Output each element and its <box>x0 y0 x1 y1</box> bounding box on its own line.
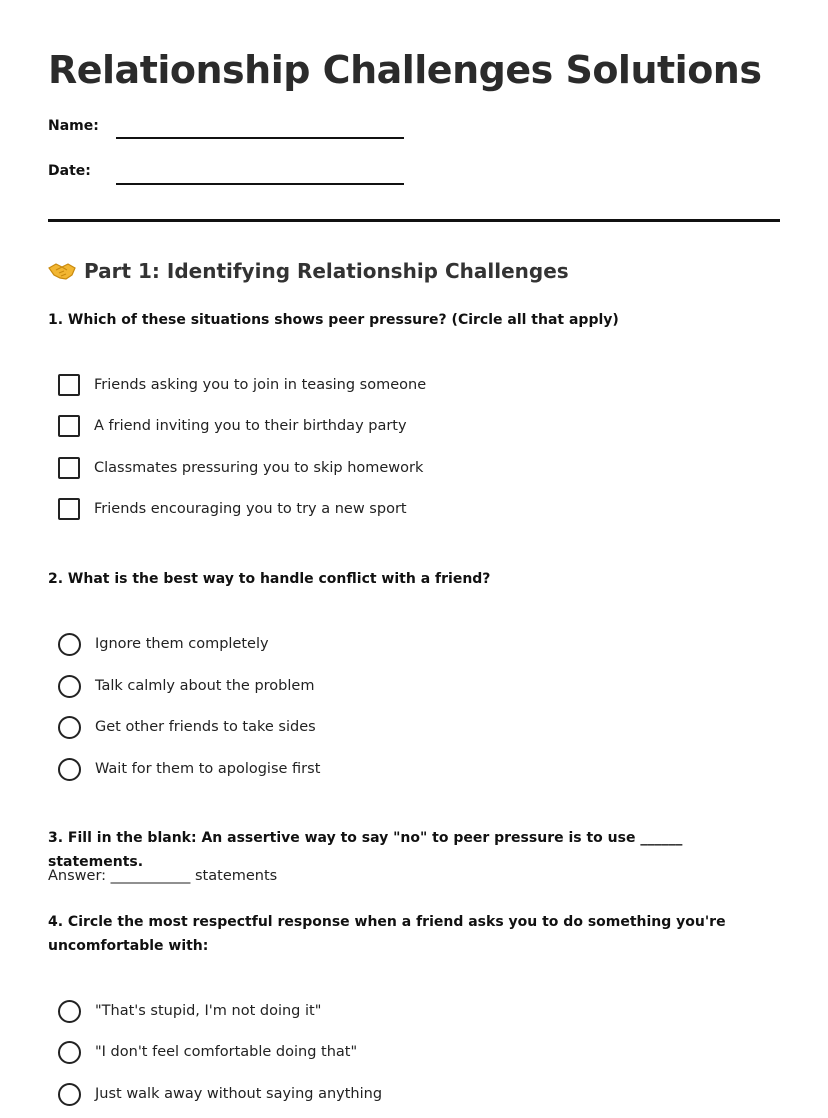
question-3: 3. Fill in the blank: An assertive way to say "no" to peer pressure is to use ______ statements. <box>48 830 683 870</box>
radio-button[interactable] <box>58 1000 81 1023</box>
radio-button[interactable] <box>58 758 81 781</box>
answer-blank[interactable]: Answer: ___________ statements <box>48 868 278 884</box>
radio-button[interactable] <box>58 1041 81 1064</box>
option-label: Friends asking you to join in teasing someone <box>94 377 427 393</box>
section-heading-text: Part 1: Identifying Relationship Challenges <box>84 259 569 283</box>
date-label: Date: <box>48 163 91 179</box>
option-label: "I don't feel comfortable doing that" <box>95 1044 358 1060</box>
q1-option-2[interactable] <box>58 414 407 438</box>
page-title: Relationship Challenges Solutions <box>48 48 762 92</box>
q4-option-1[interactable] <box>58 999 321 1023</box>
radio-button[interactable] <box>58 1083 81 1106</box>
option-label: Just walk away without saying anything <box>95 1086 383 1102</box>
option-label: Friends encouraging you to try a new sport <box>94 501 407 517</box>
radio-button[interactable] <box>58 633 81 656</box>
date-input-line[interactable] <box>116 183 404 185</box>
checkbox[interactable] <box>58 457 80 479</box>
name-field <box>48 118 408 148</box>
handshake-icon <box>48 259 76 283</box>
q4-option-3[interactable] <box>58 1082 382 1106</box>
q4-option-2[interactable] <box>58 1040 357 1064</box>
checkbox[interactable] <box>58 498 80 520</box>
option-label: Get other friends to take sides <box>95 719 316 735</box>
option-label: "That's stupid, I'm not doing it" <box>95 1003 322 1019</box>
name-label: Name: <box>48 118 99 134</box>
q1-option-1[interactable] <box>58 373 426 397</box>
checkbox[interactable] <box>58 374 80 396</box>
radio-button[interactable] <box>58 716 81 739</box>
q2-option-3[interactable] <box>58 715 316 739</box>
option-label: Talk calmly about the problem <box>95 678 315 694</box>
question-2: 2. What is the best way to handle conflict with a friend? <box>48 571 491 587</box>
q2-option-4[interactable] <box>58 757 320 781</box>
checkbox[interactable] <box>58 415 80 437</box>
option-label: A friend inviting you to their birthday party <box>94 418 407 434</box>
section-heading <box>48 259 569 283</box>
option-label: Classmates pressuring you to skip homework <box>94 460 424 476</box>
option-label: Wait for them to apologise first <box>95 761 321 777</box>
section-divider <box>48 219 780 222</box>
q1-option-3[interactable] <box>58 456 423 480</box>
q1-option-4[interactable] <box>58 497 407 521</box>
question-4: 4. Circle the most respectful response when a friend asks you to do something you're uncomfortable with: <box>48 914 726 954</box>
question-1: 1. Which of these situations shows peer pressure? (Circle all that apply) <box>48 312 619 328</box>
q2-option-2[interactable] <box>58 674 314 698</box>
option-label: Ignore them completely <box>95 636 269 652</box>
date-field <box>48 163 408 193</box>
q2-option-1[interactable] <box>58 632 269 656</box>
radio-button[interactable] <box>58 675 81 698</box>
name-input-line[interactable] <box>116 137 404 139</box>
